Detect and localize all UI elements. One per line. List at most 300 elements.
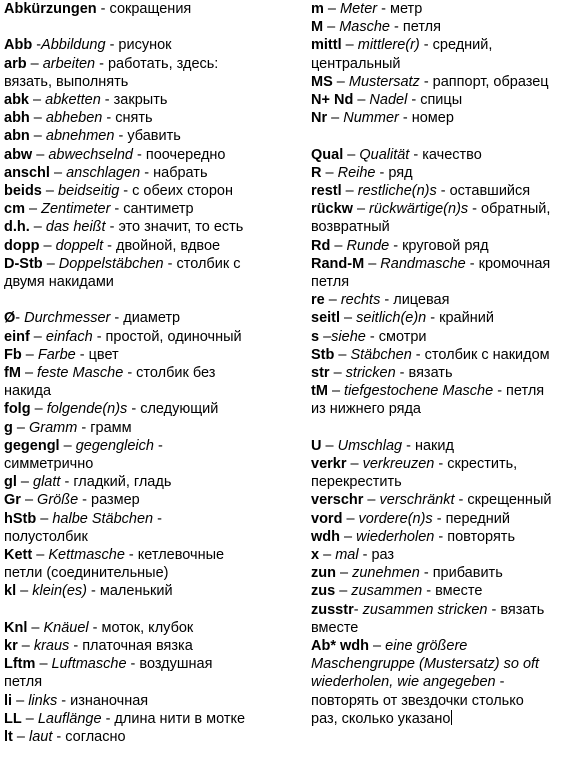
translation-text: -: [353, 601, 363, 618]
translation-text: - согласно: [52, 729, 126, 746]
glossary-line: [311, 164, 579, 182]
translation-text: - обратный,: [468, 201, 551, 218]
german-term: mittlere(r): [357, 37, 420, 54]
glossary-line: [4, 400, 302, 418]
translation-text: –: [327, 110, 344, 127]
glossary-line: [311, 637, 579, 655]
glossary-line: [4, 510, 302, 528]
glossary-line: [311, 200, 579, 218]
glossary-line: [311, 0, 579, 18]
glossary-line: [311, 218, 579, 236]
abbreviation: g: [4, 419, 13, 436]
glossary-line: [4, 419, 302, 437]
translation-text: –: [342, 510, 359, 527]
translation-text: –: [32, 547, 49, 564]
german-term: anschlagen: [66, 164, 141, 181]
german-term: rückwärtige(n)s: [369, 201, 469, 218]
german-term: mal: [335, 547, 359, 564]
translation-text: –: [340, 528, 357, 545]
abbreviation: hStb: [4, 510, 37, 527]
glossary-line: [4, 182, 302, 200]
translation-text: –: [39, 237, 56, 254]
german-term: rechts: [340, 292, 381, 309]
translation-text: - снять: [102, 110, 153, 127]
translation-text: –: [26, 55, 43, 72]
translation-text: -: [15, 310, 25, 327]
glossary-line: [311, 255, 579, 273]
german-term: beidseitig: [58, 183, 120, 200]
glossary-line: [311, 528, 579, 546]
german-term: kraus: [33, 638, 70, 655]
abbreviation: verkr: [311, 456, 347, 473]
glossary-line: [4, 473, 302, 491]
german-term: Runde: [346, 237, 390, 254]
translation-text: –: [324, 292, 341, 309]
glossary-line: [4, 109, 302, 127]
translation-text: - кетлевочные: [124, 547, 225, 564]
translation-text: - раппорт, образец: [419, 73, 549, 90]
german-term: zunehmen: [352, 565, 420, 582]
glossary-line: [311, 582, 579, 600]
glossary-line: [311, 491, 579, 509]
glossary-line: [4, 546, 302, 564]
translation-text: - раз: [358, 547, 395, 564]
translation-text: - гладкий, гладь: [60, 474, 172, 491]
abbreviation: LL: [4, 710, 22, 727]
glossary-line: [4, 673, 302, 691]
translation-text: - ряд: [375, 164, 413, 181]
glossary-line: [311, 601, 579, 619]
glossary-line: [311, 18, 579, 36]
translation-text: - изнаночная: [57, 692, 149, 709]
translation-text: из нижнего ряда: [311, 401, 421, 418]
abbreviation: Ab* wdh: [311, 638, 369, 655]
glossary-line: [4, 328, 302, 346]
translation-text: –: [20, 492, 38, 509]
translation-text: - скрещенный: [454, 492, 552, 509]
glossary-line: [311, 237, 579, 255]
glossary-line: [4, 637, 302, 655]
glossary-line: [4, 491, 302, 509]
glossary-line: [4, 437, 302, 455]
german-term: Doppelstäbchen: [58, 255, 164, 272]
translation-text: петля: [4, 674, 43, 691]
german-term: Knäuel: [43, 619, 89, 636]
german-term: abketten: [45, 92, 101, 108]
glossary-line: [4, 255, 302, 273]
glossary-line: [311, 36, 579, 54]
german-term: Maschengruppe (Mustersatz) so oft: [311, 656, 540, 673]
translation-text: -: [32, 37, 42, 54]
german-term: Nummer: [343, 110, 399, 127]
translation-text: –: [341, 183, 358, 200]
german-term: Durchmesser: [24, 310, 111, 327]
translation-text: –: [340, 310, 357, 327]
german-term: wiederholen, wie angegeben: [311, 674, 496, 691]
german-term: feste Masche: [37, 365, 124, 382]
german-term: vordere(n)s: [358, 510, 433, 527]
abbreviation: abh: [4, 110, 30, 127]
translation-text: центральный: [311, 55, 401, 72]
translation-text: –: [343, 146, 360, 163]
glossary-line: [4, 564, 302, 582]
glossary-line: [311, 655, 579, 673]
translation-text: - закрыть: [100, 92, 168, 108]
translation-text: - это значит, то есть: [105, 219, 244, 236]
abbreviation: wdh: [311, 528, 340, 545]
glossary-line: [311, 109, 579, 127]
glossary-line: [311, 710, 579, 728]
glossary-line: [4, 218, 302, 236]
german-term: abheben: [45, 110, 103, 127]
abbreviation: fM: [4, 365, 21, 382]
translation-text: симметрично: [4, 456, 94, 473]
translation-text: вязать, выполнять: [4, 73, 129, 90]
translation-text: вместе: [311, 619, 359, 636]
german-term: Randmasche: [380, 255, 466, 272]
translation-text: -: [153, 437, 163, 454]
glossary-line: [311, 619, 579, 637]
glossary-line: [311, 182, 579, 200]
translation-text: –: [12, 692, 29, 709]
translation-text: - скрестить,: [434, 456, 518, 473]
glossary-line: [4, 309, 302, 327]
abbreviation: abn: [4, 128, 30, 145]
abbreviation: Rand-M: [311, 255, 365, 272]
translation-text: –: [330, 237, 347, 254]
translation-text: повторять от звездочки столько: [311, 692, 524, 709]
glossary-line: [4, 273, 302, 291]
translation-text: –: [29, 128, 46, 145]
text-cursor: [451, 710, 452, 725]
translation-text: –: [42, 255, 59, 272]
translation-text: - цвет: [75, 346, 119, 363]
glossary-line: [311, 692, 579, 710]
abbreviation: Abb: [4, 37, 33, 54]
german-term: seitlich(e)n: [356, 310, 427, 327]
abbreviation: MS: [311, 73, 333, 90]
abbreviation: seitl: [311, 310, 341, 327]
glossary-line: [311, 309, 579, 327]
abbreviation: dopp: [4, 237, 40, 254]
glossary-line: [4, 619, 302, 637]
translation-text: –: [29, 219, 46, 236]
translation-text: двумя накидами: [4, 274, 114, 291]
translation-text: петля: [311, 274, 350, 291]
glossary-line: [311, 455, 579, 473]
abbreviation: Ø: [4, 310, 16, 327]
translation-text: –: [323, 19, 340, 36]
german-term: einfach: [45, 328, 93, 345]
german-term: Lauflänge: [37, 710, 102, 727]
glossary-line: [311, 400, 579, 418]
translation-text: - с обеих сторон: [119, 183, 234, 200]
translation-text: -: [495, 674, 505, 691]
translation-text: - петля: [493, 383, 545, 400]
abbreviation: zus: [311, 583, 336, 600]
abbreviation: Qual: [311, 146, 344, 163]
german-term: tiefgestochene Masche: [344, 383, 494, 400]
abbreviation: gl: [4, 474, 17, 491]
translation-text: - столбик без: [123, 365, 216, 382]
translation-text: –: [321, 164, 338, 181]
translation-text: - прибавить: [419, 565, 503, 582]
abbreviation: beids: [4, 183, 42, 200]
glossary-line: [4, 692, 302, 710]
translation-text: перекрестить: [311, 474, 402, 491]
translation-text: раз, сколько указано: [311, 710, 451, 727]
translation-text: –: [346, 456, 363, 473]
translation-text: - простой, одиночный: [92, 328, 242, 345]
translation-text: - смотри: [365, 328, 427, 345]
german-term: Farbe: [37, 346, 76, 363]
abbreviation: anschl: [4, 164, 50, 181]
abbreviation: m: [311, 1, 324, 17]
translation-text: - размер: [78, 492, 140, 509]
translation-text: –: [321, 437, 338, 454]
right-column: [311, 0, 579, 728]
german-term: doppelt: [55, 237, 104, 254]
german-term: das heißt: [45, 219, 106, 236]
translation-text: - двойной, вдвое: [103, 237, 221, 254]
translation-text: - воздушная: [126, 656, 213, 673]
glossary-line: [4, 237, 302, 255]
translation-text: петли (соединительные): [4, 565, 169, 582]
german-term: Nadel: [369, 92, 408, 109]
abbreviation: Rd: [311, 237, 331, 254]
abbreviation: einf: [4, 328, 30, 345]
abbreviation: Knl: [4, 619, 28, 636]
abbreviation: mittl: [311, 37, 342, 54]
abbreviation: zun: [311, 565, 336, 582]
blank-line: [311, 419, 579, 437]
glossary-line: [311, 55, 579, 73]
glossary-line: [4, 0, 302, 18]
translation-text: –: [352, 201, 370, 218]
translation-text: –: [24, 201, 42, 218]
glossary-line: [311, 564, 579, 582]
translation-text: –: [27, 619, 44, 636]
translation-text: - повторять: [434, 528, 516, 545]
translation-text: -: [153, 510, 162, 527]
glossary-line: [311, 291, 579, 309]
translation-text: –: [327, 383, 345, 400]
abbreviation: s: [311, 328, 320, 345]
translation-text: –: [16, 474, 34, 491]
translation-text: - длина нити в мотке: [101, 710, 246, 727]
translation-text: –: [36, 510, 53, 527]
translation-text: - набрать: [140, 164, 208, 181]
blank-line: [4, 601, 302, 619]
glossary-line: [4, 382, 302, 400]
german-term: Kettmasche: [48, 547, 125, 564]
abbreviation: N+ Nd: [311, 92, 354, 109]
abbreviation: D-Stb: [4, 255, 43, 272]
translation-text: - рисунок: [105, 37, 172, 54]
glossary-line: [4, 728, 302, 746]
german-term: Größe: [37, 492, 79, 509]
translation-text: –: [41, 183, 58, 200]
translation-text: –: [341, 37, 358, 54]
abbreviation: U: [311, 437, 322, 454]
german-term: verkreuzen: [362, 456, 435, 473]
abbreviation: Kett: [4, 547, 33, 564]
translation-text: - оставшийся: [436, 183, 531, 200]
glossary-line: [4, 164, 302, 182]
abbreviation: vord: [311, 510, 343, 527]
abbreviation: kr: [4, 638, 18, 655]
glossary-line: [4, 528, 302, 546]
translation-text: - метр: [377, 1, 423, 17]
translation-text: –: [29, 328, 46, 345]
translation-text: - кромочная: [465, 255, 551, 272]
translation-text: - столбик с: [163, 255, 241, 272]
translation-text: –: [49, 164, 67, 181]
glossary-line: [311, 346, 579, 364]
translation-text: –: [334, 346, 351, 363]
translation-text: - средний,: [419, 37, 493, 54]
glossary-line: [4, 146, 302, 164]
translation-text: - столбик с накидом: [411, 346, 550, 363]
german-term: Qualität: [359, 146, 410, 163]
german-term: restliche(n)s: [357, 183, 437, 200]
glossary-line: [4, 455, 302, 473]
translation-text: - следующий: [127, 401, 219, 418]
translation-text: –: [323, 1, 341, 17]
abbreviation: Fb: [4, 346, 22, 363]
abbreviation: kl: [4, 583, 17, 600]
glossary-line: [311, 673, 579, 691]
glossary-line: [4, 91, 302, 109]
translation-text: полустолбик: [4, 528, 88, 545]
german-term: folgende(n)s: [46, 401, 128, 418]
abbreviation: arb: [4, 55, 27, 72]
abbreviation: cm: [4, 201, 25, 218]
translation-text: - диаметр: [110, 310, 181, 327]
translation-text: –: [21, 710, 38, 727]
glossary-line: [4, 346, 302, 364]
glossary-line: [311, 273, 579, 291]
blank-line: [4, 18, 302, 36]
german-term: laut: [28, 729, 53, 746]
translation-text: - сокращения: [96, 1, 192, 17]
left-column: [4, 0, 302, 746]
translation-text: - спицы: [407, 92, 463, 109]
german-term: gegengleich: [75, 437, 154, 454]
german-term: arbeiten: [42, 55, 96, 72]
german-term: Masche: [339, 19, 390, 36]
abbreviation: str: [311, 365, 330, 382]
glossary-line: [4, 127, 302, 145]
abbreviation: restl: [311, 183, 342, 200]
german-term: zusammen: [351, 583, 423, 600]
glossary-line: [4, 655, 302, 673]
glossary-line: [4, 36, 302, 54]
german-term: Abbildung: [41, 37, 106, 54]
german-term: zusammen stricken: [362, 601, 488, 618]
abbreviation: Gr: [4, 492, 21, 509]
translation-text: - передний: [432, 510, 510, 527]
german-term: verschränkt: [379, 492, 455, 509]
german-term: Meter: [340, 1, 378, 17]
translation-text: –: [17, 638, 34, 655]
abbreviation: re: [311, 292, 325, 309]
translation-text: –: [319, 328, 332, 345]
german-term: halbe Stäbchen: [52, 510, 154, 527]
translation-text: - номер: [398, 110, 454, 127]
abbreviation: M: [311, 19, 324, 36]
translation-text: - петля: [390, 19, 441, 36]
glossary-line: [311, 437, 579, 455]
glossary-line: [4, 364, 302, 382]
glossary-line: [4, 55, 302, 73]
abbreviation: li: [4, 692, 13, 709]
abbreviation: Lftm: [4, 656, 36, 673]
translation-text: - платочная вязка: [69, 638, 193, 655]
abbreviation: rückw: [311, 201, 353, 218]
translation-text: - круговой ряд: [389, 237, 489, 254]
translation-text: - маленький: [87, 583, 173, 600]
german-term: wiederholen: [356, 528, 435, 545]
glossary-line: [4, 73, 302, 91]
translation-text: –: [329, 365, 346, 382]
abbreviation: tM: [311, 383, 328, 400]
abbreviation: abw: [4, 146, 33, 163]
glossary-line: [311, 328, 579, 346]
translation-text: –: [20, 365, 38, 382]
german-term: klein(es): [32, 583, 88, 600]
translation-text: - вместе: [422, 583, 483, 600]
translation-text: –: [364, 255, 381, 272]
abbreviation: gegengl: [4, 437, 60, 454]
german-term: Zentimeter: [41, 201, 111, 218]
translation-text: –: [353, 92, 370, 109]
glossary-line: [311, 473, 579, 491]
german-term: Mustersatz: [348, 73, 420, 90]
glossary-line: [4, 200, 302, 218]
abbreviation: R: [311, 164, 322, 181]
blank-line: [311, 127, 579, 145]
translation-text: –: [12, 419, 29, 436]
german-term: siehe: [331, 328, 366, 345]
blank-line: [4, 291, 302, 309]
translation-text: - крайний: [426, 310, 494, 327]
translation-text: –: [29, 92, 46, 108]
abbreviation: d.h.: [4, 219, 30, 236]
translation-text: - накид: [402, 437, 454, 454]
glossary-line: [311, 73, 579, 91]
german-term: glatt: [33, 474, 61, 491]
abbreviation: verschr: [311, 492, 364, 509]
translation-text: –: [363, 492, 380, 509]
translation-text: –: [35, 656, 52, 673]
glossary-line: [311, 510, 579, 528]
glossary-line: [311, 91, 579, 109]
translation-text: - качество: [409, 146, 482, 163]
german-term: abnehmen: [45, 128, 115, 145]
translation-text: –: [16, 583, 33, 600]
german-term: Gramm: [28, 419, 78, 436]
translation-text: - моток, клубок: [88, 619, 194, 636]
translation-text: возвратный: [311, 219, 390, 236]
translation-text: –: [332, 73, 349, 90]
translation-text: - вязать: [487, 601, 545, 618]
translation-text: - сантиметр: [110, 201, 194, 218]
translation-text: - поочередно: [132, 146, 226, 163]
abbreviation: Nr: [311, 110, 328, 127]
translation-text: –: [335, 565, 353, 582]
glossary-line: [311, 546, 579, 564]
